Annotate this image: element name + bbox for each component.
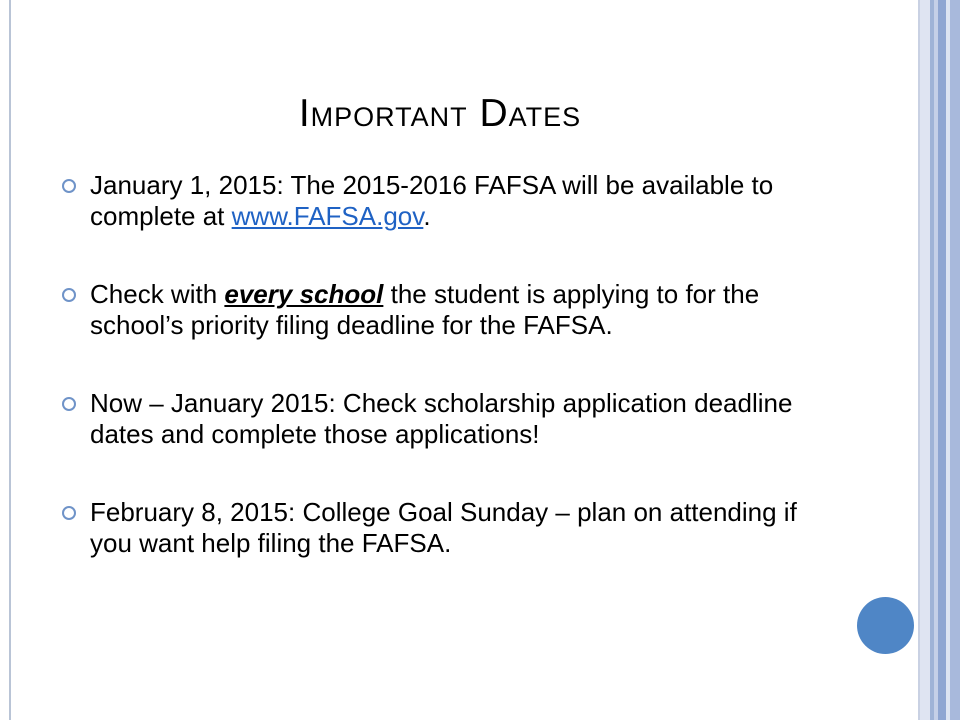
bullet-text: Check with (90, 279, 225, 309)
bullet-item-college-goal-sunday (60, 497, 840, 559)
bullet-text: January 1, 2015: The 2015-2016 FAFSA will be available to complete at (90, 170, 774, 231)
ring-bullet-icon (62, 288, 76, 302)
stripe-7 (950, 0, 960, 720)
bullet-text: February 8, 2015: College Goal Sunday – plan on attending if you want help filing the FAFSA. (90, 497, 797, 558)
slide-title: Important Dates (298, 92, 582, 135)
bullet-item-scholarships (60, 388, 840, 450)
ring-bullet-icon (62, 506, 76, 520)
bullet-item-fafsa-available (60, 170, 840, 232)
stripe-2 (920, 0, 930, 720)
emphasis-text: every school (224, 279, 384, 309)
bullet-list (60, 170, 840, 606)
right-decorative-stripes (918, 0, 960, 720)
stripe-5 (938, 0, 946, 720)
bullet-text-end: . (423, 201, 431, 231)
bullet-text-end: the student is applying to for the school’s priority filing deadline for the FAFSA. (90, 279, 760, 340)
circle-decoration (857, 597, 914, 654)
ring-bullet-icon (62, 397, 76, 411)
bullet-item-check-schools (60, 279, 840, 341)
fafsa-link[interactable]: www.FAFSA.gov (231, 201, 424, 231)
ring-bullet-icon (62, 179, 76, 193)
bullet-text: Now – January 2015: Check scholarship application deadline dates and complete those applications! (90, 388, 793, 449)
